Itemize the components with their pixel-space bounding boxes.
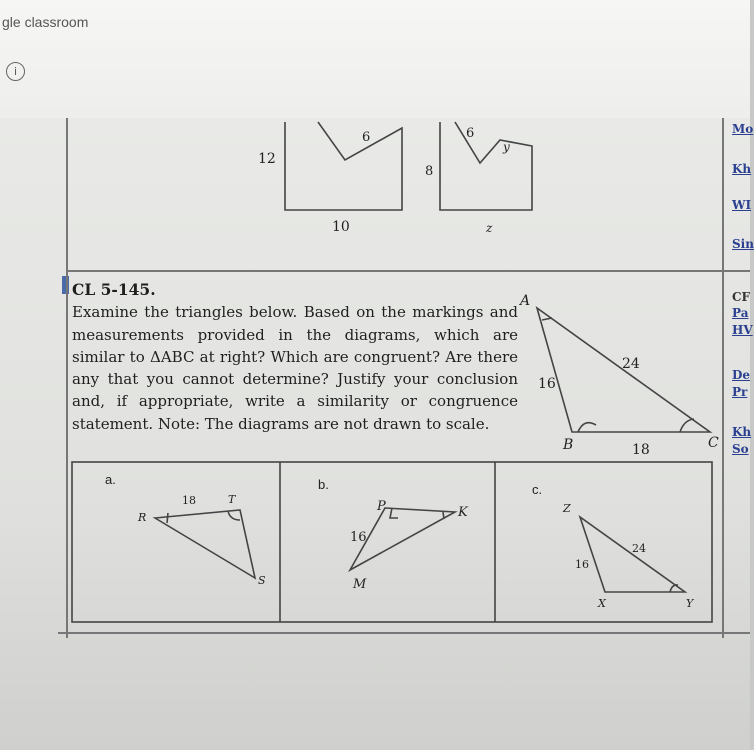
app-title: gle classroom: [2, 14, 89, 30]
vertex-b-label: B: [563, 437, 574, 453]
top-left-label-6: 6: [362, 130, 371, 145]
side-link-11[interactable]: So: [732, 442, 749, 456]
vertex-c-label: C: [708, 435, 719, 451]
triangle-b-vertex-p: P: [377, 499, 386, 514]
side-ac-label: 24: [622, 356, 640, 372]
triangle-a-angle-r: [167, 513, 168, 523]
subfigure-b-label: b.: [318, 477, 329, 492]
side-link-7[interactable]: HV: [732, 323, 753, 337]
triangle-b-vertex-k: K: [458, 505, 468, 520]
side-link-5[interactable]: CF: [732, 290, 751, 304]
triangle-b-angle-p: [390, 508, 398, 518]
side-ab-label: 16: [538, 376, 556, 392]
side-link-6[interactable]: Pa: [732, 306, 749, 320]
triangle-a-vertex-s: S: [258, 574, 266, 587]
top-left-label-10: 10: [332, 219, 350, 235]
side-link-2[interactable]: Kh: [732, 162, 752, 176]
triangle-b-vertex-m: M: [353, 577, 367, 592]
top-right-label-6: 6: [466, 126, 475, 141]
side-link-4[interactable]: Sin: [732, 237, 754, 251]
triangle-c-side-zy: 24: [632, 542, 646, 555]
side-link-10[interactable]: Kh: [732, 425, 752, 439]
problem-id: CL 5-145.: [72, 280, 156, 299]
triangle-c-vertex-x: X: [598, 597, 606, 610]
side-link-9[interactable]: Pr: [732, 385, 748, 399]
triangle-c-vertex-y: Y: [686, 597, 694, 610]
triangle-c-side-zx: 16: [575, 558, 589, 571]
side-link-8[interactable]: De: [732, 368, 751, 382]
angle-a-mark: [542, 318, 552, 320]
side-link-3[interactable]: WI: [732, 198, 752, 212]
top-left-figure: [285, 122, 402, 210]
top-right-label-y: y: [503, 140, 510, 154]
top-left-label-12: 12: [258, 151, 276, 167]
triangle-a-vertex-t: T: [228, 493, 236, 506]
top-right-label-z: z: [486, 221, 493, 235]
top-right-figure: [440, 122, 532, 210]
top-right-label-8: 8: [425, 164, 434, 179]
subfigure-a-label: a.: [105, 472, 116, 487]
problem-body: Examine the triangles below. Based on the markings and measurements provided in the diagrams, which are similar to ΔABC at right? Which are congruent? Are there any that you cannot determine? Justify your conclusion and, if appropriate, write a similarity or congruence statement. Note: The diagrams are not drawn to scale.: [72, 303, 518, 433]
side-bc-label: 18: [632, 442, 650, 458]
triangle-b-side-pm: 16: [350, 530, 367, 545]
angle-b-mark: [578, 423, 596, 432]
vertex-a-label: A: [520, 293, 531, 309]
subfigure-c-label: c.: [532, 482, 543, 497]
triangle-a-side-rt: 18: [182, 494, 196, 507]
side-link-1[interactable]: Mo: [732, 122, 754, 136]
angle-c-mark: [680, 419, 694, 432]
info-icon[interactable]: i: [6, 62, 25, 81]
triangle-b-angle-k: [443, 512, 444, 519]
triangle-a-angle-t: [228, 511, 240, 520]
triangle-c-vertex-z: Z: [563, 502, 571, 515]
triangle-a-vertex-r: R: [138, 511, 147, 524]
